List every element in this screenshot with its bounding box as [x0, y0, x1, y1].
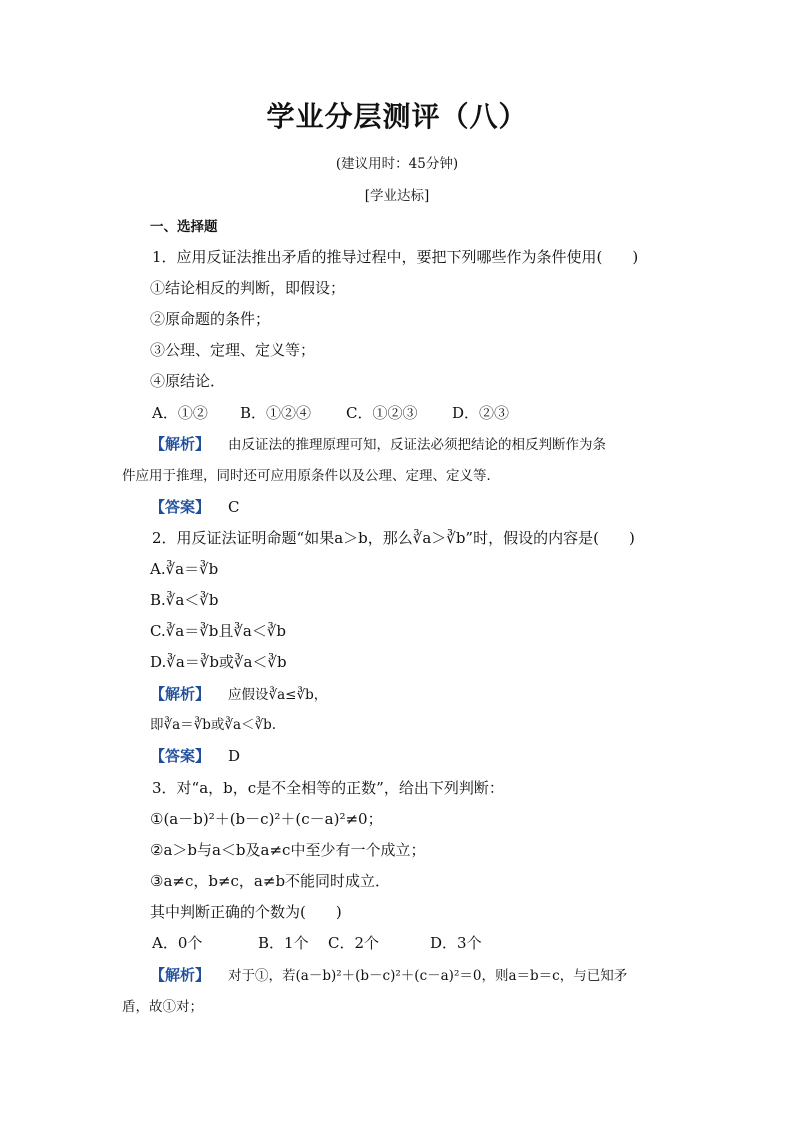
q3-option-d: D．3个	[430, 934, 482, 952]
page-title: 学业分层测评（八）	[266, 100, 528, 133]
analysis-label: 【解析】	[150, 966, 211, 984]
q2-stem: 2．用反证法证明命题“如果a＞b，那么∛a＞∛b”时，假设的内容是( )	[152, 529, 635, 547]
analysis-label: 【解析】	[150, 685, 211, 703]
q1-item: ②原命题的条件；	[150, 310, 271, 328]
q1-item: ③公理、定理、定义等；	[150, 341, 316, 359]
answer-label: 【答案】	[150, 498, 211, 516]
answer-value: D	[228, 747, 241, 765]
q3-analysis	[150, 965, 627, 986]
q1-item: ①结论相反的判断，即假设；	[150, 279, 346, 297]
answer-value: C	[228, 498, 240, 516]
q2-option-d: D.∛a＝∛b或∛a＜∛b	[150, 653, 287, 671]
q1-option-b: B．①②④	[240, 404, 312, 422]
analysis-text: 应假设∛a≤∛b，	[228, 687, 328, 703]
q3-option-c: C．2个	[328, 934, 380, 952]
q1-stem: 1．应用反证法推出矛盾的推导过程中，要把下列哪些作为条件使用( )	[152, 248, 639, 266]
q1-analysis-cont: 件应用于推理，同时还可应用原条件以及公理、定理、定义等．	[122, 468, 500, 484]
section-tag: [学业达标]	[364, 188, 430, 204]
part-heading: 一、选择题	[150, 219, 218, 235]
time-note: (建议用时：45分钟)	[335, 156, 459, 172]
q1-answer	[150, 497, 240, 517]
analysis-text: 由反证法的推理原理可知，反证法必须把结论的相反判断作为条	[228, 437, 607, 453]
q3-question: 其中判断正确的个数为( )	[150, 903, 342, 921]
q2-answer	[150, 746, 240, 766]
q3-item: ①(a－b)²＋(b－c)²＋(c－a)²≠0；	[150, 810, 383, 828]
q2-analysis	[150, 684, 327, 705]
q1-options	[152, 403, 509, 423]
q1-option-a: A．①②	[152, 404, 208, 422]
q3-item: ②a＞b与a＜b及a≠c中至少有一个成立；	[150, 841, 426, 859]
q3-analysis-cont: 盾，故①对；	[122, 999, 203, 1015]
q1-option-d: D．②③	[452, 404, 510, 422]
analysis-text: 对于①，若(a－b)²＋(b－c)²＋(c－a)²＝0，则a＝b＝c，与已知矛	[228, 968, 628, 984]
q3-option-b: B．1个	[258, 934, 309, 952]
q3-item: ③a≠c，b≠c，a≠b不能同时成立．	[150, 872, 391, 890]
q1-analysis	[150, 434, 606, 455]
q2-option-b: B.∛a＜∛b	[150, 591, 219, 609]
q3-option-a: A．0个	[152, 934, 203, 952]
q3-options	[152, 933, 482, 953]
q3-stem: 3．对“a，b，c是不全相等的正数”，给出下列判断：	[152, 779, 504, 797]
q2-analysis-cont: 即∛a＝∛b或∛a＜∛b.	[150, 717, 277, 733]
q2-option-c: C.∛a＝∛b且∛a＜∛b	[150, 622, 287, 640]
answer-label: 【答案】	[150, 747, 211, 765]
analysis-label: 【解析】	[150, 435, 211, 453]
q1-option-c: C．①②③	[346, 404, 418, 422]
q1-item: ④原结论．	[150, 372, 226, 390]
q2-option-a: A.∛a＝∛b	[150, 560, 219, 578]
